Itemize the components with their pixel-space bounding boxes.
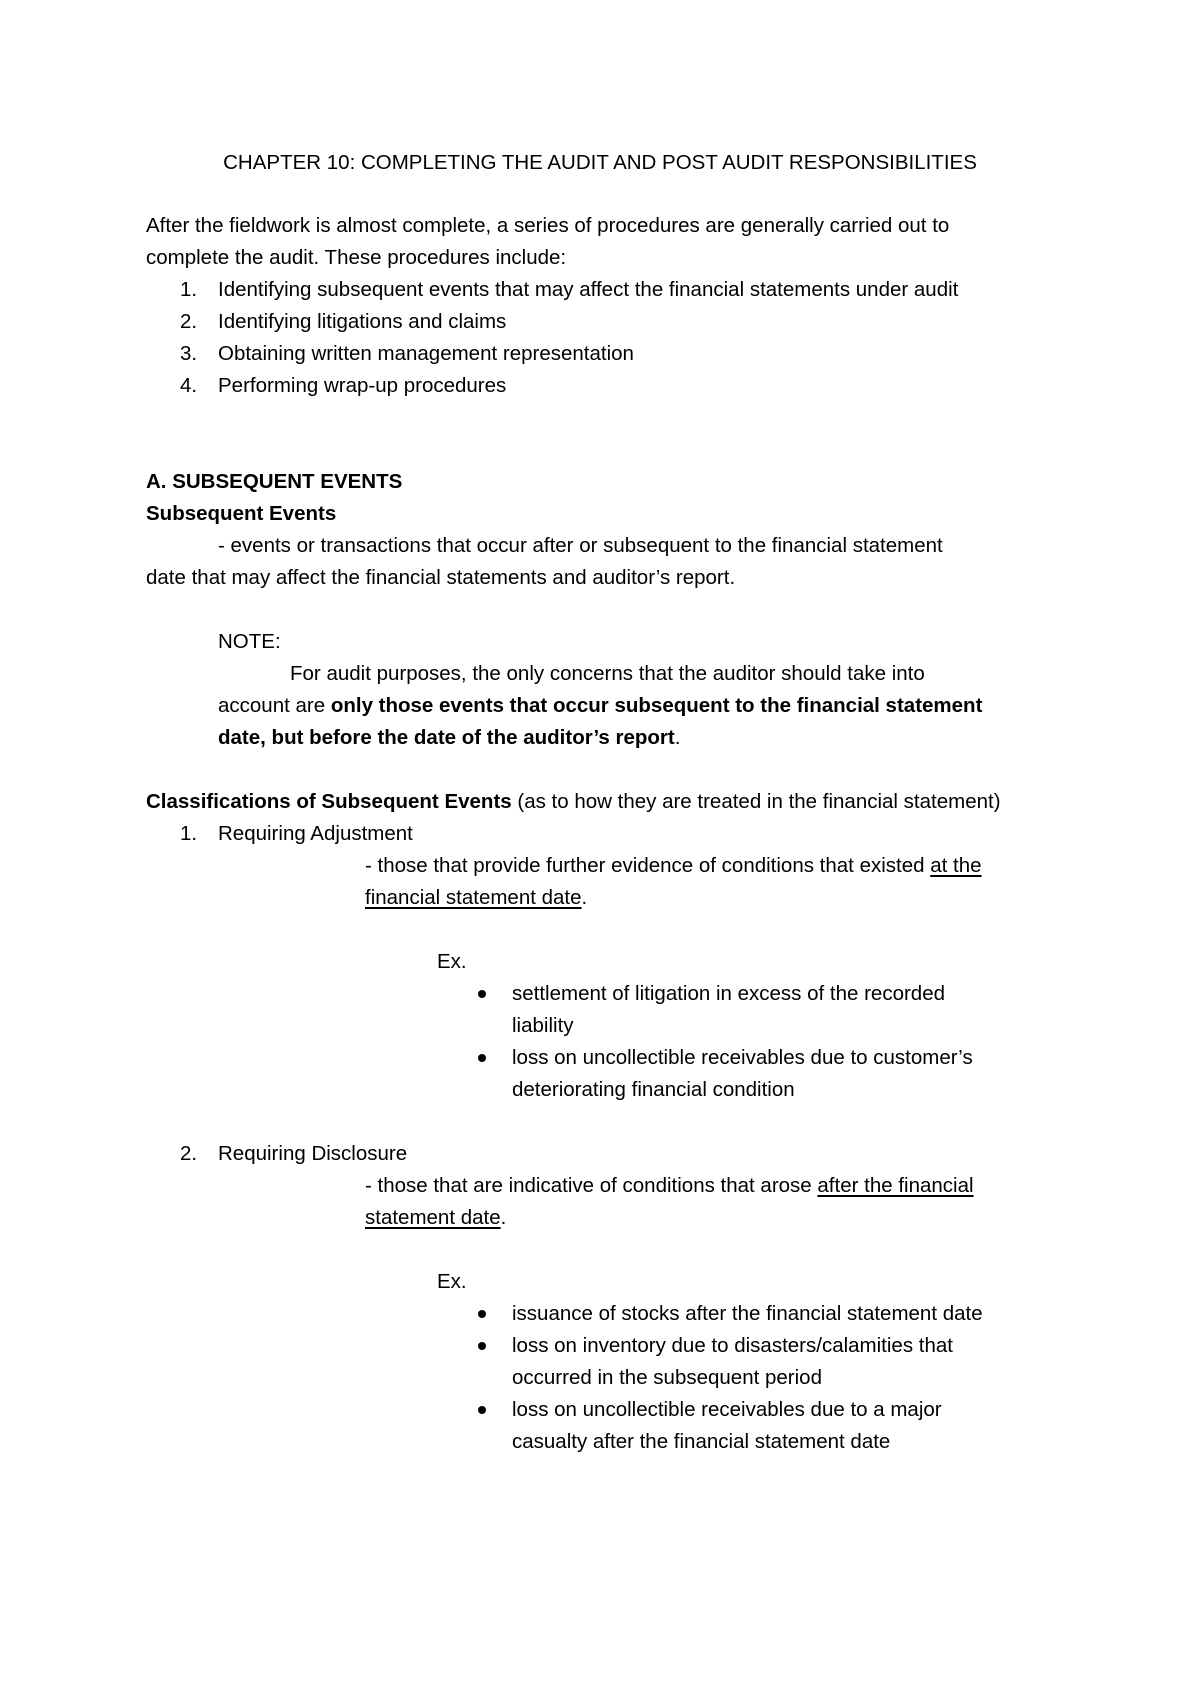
desc-text: - those that provide further evidence of conditions that existed: [365, 854, 931, 877]
classification-desc-line-1: [365, 850, 982, 882]
desc-end: .: [581, 886, 588, 909]
note-line-2-normal: account are: [218, 694, 331, 717]
example-line: issuance of stocks after the financial statement date: [512, 1302, 983, 1325]
note-label: NOTE:: [218, 630, 281, 653]
desc-underlined: at the: [930, 854, 982, 877]
desc-text: - those that are indicative of conditions that arose: [365, 1174, 818, 1197]
note-line-2-bold: only those events that occur subsequent to the financial statement: [330, 694, 983, 717]
example-line: settlement of litigation in excess of the recorded: [512, 982, 946, 1005]
example-line: loss on uncollectible receivables due to customer’s: [512, 1046, 973, 1069]
example-label: Ex.: [437, 950, 467, 973]
classifications-heading: [146, 786, 1001, 818]
procedure-number: 4.: [180, 374, 198, 397]
intro-line-1: After the fieldwork is almost complete, a series of procedures are generally carried out to: [146, 214, 950, 237]
note-line-3: [218, 722, 680, 754]
note-line-3-bold: date, but before the date of the auditor’s report: [218, 726, 675, 749]
procedure-item: Identifying litigations and claims: [218, 310, 507, 333]
definition-line-2: date that may affect the financial statements and auditor’s report.: [146, 566, 736, 589]
classification-label: Requiring Disclosure: [218, 1142, 408, 1165]
page-title: CHAPTER 10: COMPLETING THE AUDIT AND POST AUDIT RESPONSIBILITIES: [223, 151, 977, 174]
classifications-heading-rest: (as to how they are treated in the financial statement): [511, 790, 1001, 813]
classification-desc-line-1: [365, 1170, 974, 1202]
procedure-item: Identifying subsequent events that may affect the financial statements under audit: [218, 278, 959, 301]
procedure-number: 2.: [180, 310, 198, 333]
note-line-2: [218, 690, 982, 722]
classification-desc-line-2: [365, 1202, 506, 1234]
example-line: loss on inventory due to disasters/calamities that: [512, 1334, 953, 1357]
note-line-3-end: .: [674, 726, 681, 749]
desc-underlined: after the financial: [817, 1174, 974, 1197]
classification-desc-line-2: [365, 882, 587, 914]
desc-end: .: [500, 1206, 507, 1229]
desc-underlined: financial statement date: [365, 886, 582, 909]
bullet-icon: [478, 1342, 486, 1350]
bullet-icon: [478, 1054, 486, 1062]
classification-label: Requiring Adjustment: [218, 822, 413, 845]
definition-line-1: - events or transactions that occur after or subsequent to the financial statement: [218, 534, 943, 557]
example-line: loss on uncollectible receivables due to a major: [512, 1398, 942, 1421]
intro-line-2: complete the audit. These procedures include:: [146, 246, 567, 269]
procedure-item: Performing wrap-up procedures: [218, 374, 507, 397]
bullet-icon: [478, 990, 486, 998]
bullet-icon: [478, 1406, 486, 1414]
example-line: deteriorating financial condition: [512, 1078, 795, 1101]
note-line-1: For audit purposes, the only concerns that the auditor should take into: [290, 662, 925, 685]
example-line: casualty after the financial statement date: [512, 1430, 891, 1453]
example-line: liability: [512, 1014, 574, 1037]
procedure-number: 1.: [180, 278, 198, 301]
classification-number: 1.: [180, 822, 198, 845]
procedure-number: 3.: [180, 342, 198, 365]
section-a-heading: A. SUBSEQUENT EVENTS: [146, 470, 403, 493]
procedure-item: Obtaining written management representation: [218, 342, 634, 365]
bullet-icon: [478, 1310, 486, 1318]
subsequent-events-term: Subsequent Events: [146, 502, 337, 525]
classifications-heading-bold: Classifications of Subsequent Events: [146, 790, 512, 813]
example-label: Ex.: [437, 1270, 467, 1293]
classification-number: 2.: [180, 1142, 198, 1165]
desc-underlined: statement date: [365, 1206, 501, 1229]
example-line: occurred in the subsequent period: [512, 1366, 822, 1389]
